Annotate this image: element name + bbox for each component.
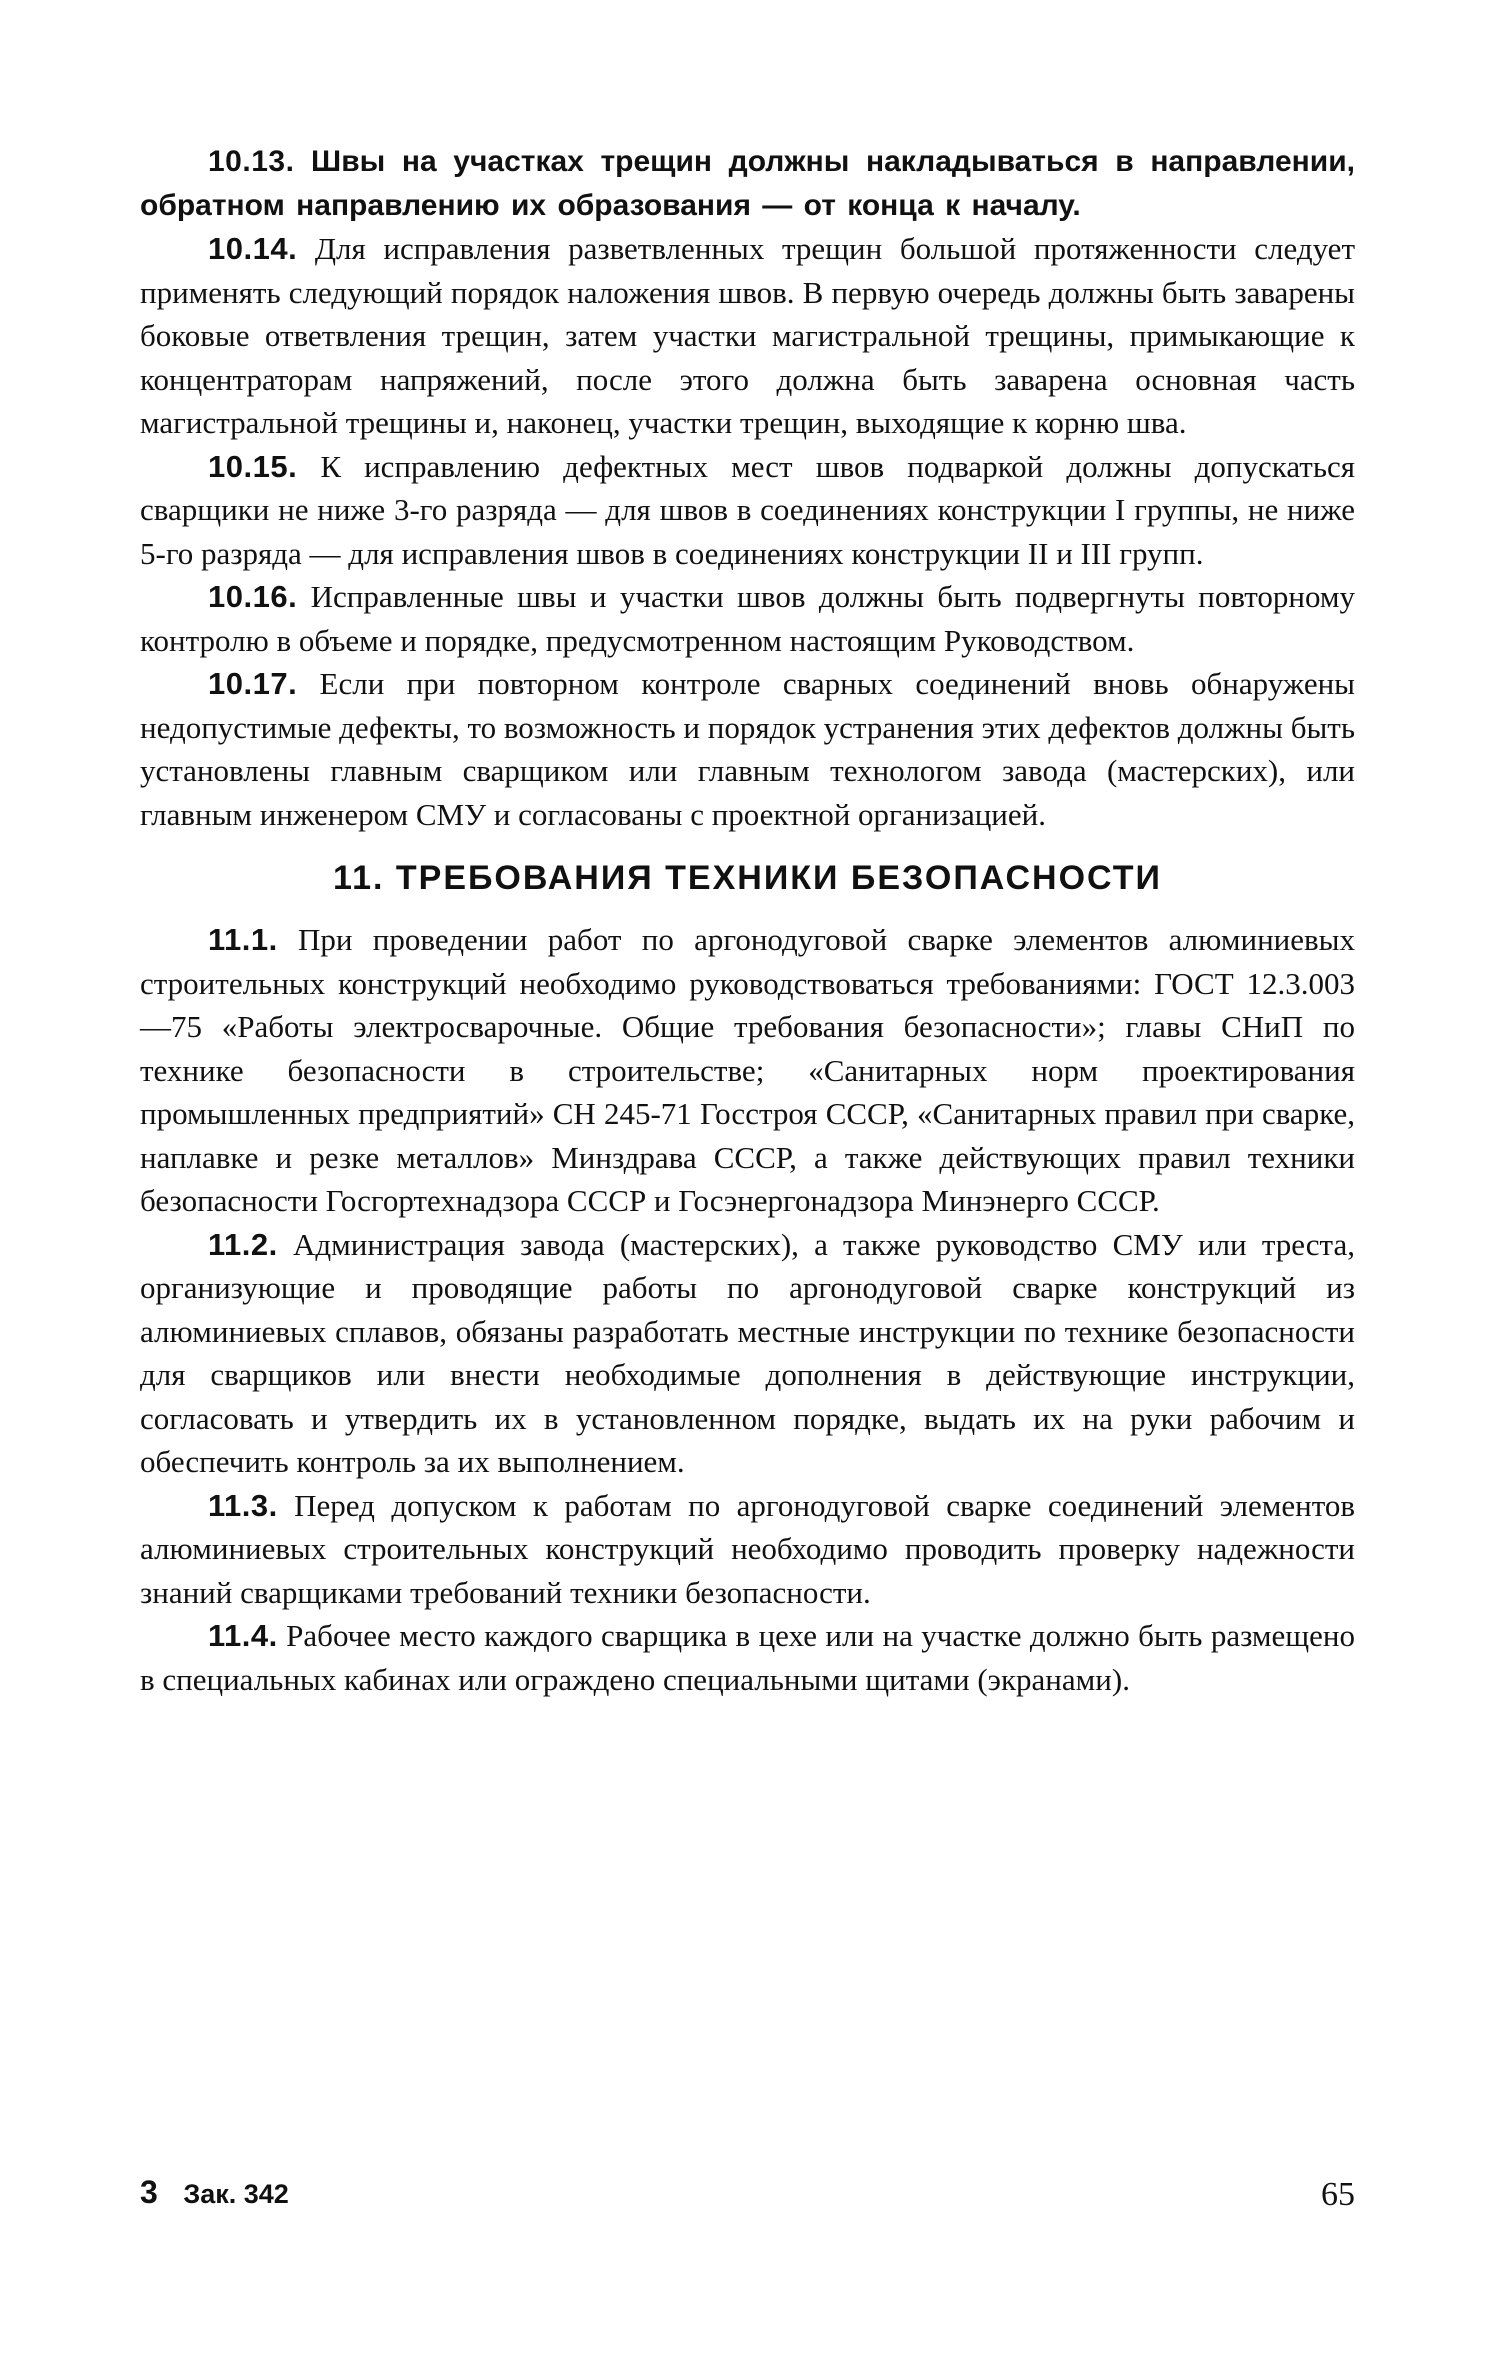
paragraph-text: Если при повторном контроле сварных соединений вновь обнаружены недопустимые дефекты, то возможность и порядок устранения этих дефектов должны быть установлены главным сварщиком или главным технологом завода (мастерских), или главным инженером СМУ и согласованы с проектной организацией. — [140, 666, 1355, 832]
paragraph-10-15 — [140, 445, 1355, 576]
paragraph-11-2 — [140, 1223, 1355, 1484]
paragraph-number: 10.15. — [208, 448, 298, 484]
paragraph-text: Рабочее место каждого сварщика в цехе или на участке должно быть размещено в специальных кабинах или ограждено специальными щитами (экранами). — [140, 1618, 1355, 1697]
section-heading: 11. ТРЕБОВАНИЯ ТЕХНИКИ БЕЗОПАСНОСТИ — [333, 859, 1162, 897]
paragraph-number: 10.14. — [208, 231, 298, 266]
paragraph-number: 10.17. — [208, 666, 298, 701]
paragraph-text: Для исправления разветвленных трещин большой протяженности следует применять следующий порядок наложения швов. В первую очередь должны быть заварены боковые ответвления трещин, затем участки магистральной трещины, примыкающие к концентраторам напряжений, после этого должна быть заварена основная часть магистральной трещины и, наконец, участки трещин, выходящие к корню шва. — [140, 231, 1355, 440]
paragraph-number: 11.1. — [208, 922, 278, 957]
signature-number: 3 — [140, 2174, 158, 2210]
paragraph-number: 11.3. — [208, 1487, 278, 1523]
paragraph-10-14 — [140, 227, 1355, 445]
paragraph-11-4 — [140, 1614, 1355, 1701]
paragraph-text: К исправлению дефектных мест швов подваркой должны допускаться сварщики не ниже 3-го разряда — для швов в соединениях конструкции I группы, не ниже 5-го разряда — для исправления швов в соединениях конструкции II и III групп. — [140, 448, 1356, 571]
paragraph-10-13 — [140, 140, 1355, 227]
page-number: 65 — [1321, 2176, 1355, 2213]
paragraph-11-3 — [140, 1484, 1355, 1615]
paragraph-text: Швы на участках трещин должны накладываться в направлении, обратном направлению их образования — от конца к началу. — [140, 145, 1355, 222]
paragraph-number: 10.13. — [208, 145, 295, 178]
page-body — [140, 140, 1355, 1701]
paragraph-text: При проведении работ по аргонодуговой сварке элементов алюминиевых строительных конструкций необходимо руководствоваться требованиями: ГОСТ 12.3.003—75 «Работы электросварочные. Общие требования безопасности»; главы СНиП по технике безопасности в строительстве; «Санитарных норм проектирования промышленных предприятий» СН 245-71 Госстроя СССР, «Санитарных правил при сварке, наплавке и резке металлов» Минздрава СССР, а также действующих правил техники безопасности Госгортехнадзора СССР и Госэнергонадзора Минэнерго СССР. — [140, 922, 1355, 1218]
paragraph-text: Исправленные швы и участки швов должны быть подвергнуты повторному контролю в объеме и порядке, предусмотренном настоящим Руководством. — [140, 579, 1355, 658]
page-footer — [140, 2168, 1355, 2216]
signature-mark — [140, 2174, 289, 2211]
paragraph-number: 11.2. — [208, 1226, 278, 1262]
paragraph-10-17 — [140, 662, 1355, 836]
paragraph-11-1 — [140, 918, 1355, 1223]
paragraph-text: Перед допуском к работам по аргонодуговой сварке соединений элементов алюминиевых строительных конструкций необходимо проводить проверку надежности знаний сварщиками требований техники безопасности. — [140, 1487, 1355, 1610]
paragraph-text: Администрация завода (мастерских), а также руководство СМУ или треста, организующие и проводящие работы по аргонодуговой сварке конструкций из алюминиевых сплавов, обязаны разработать местные инструкции по технике безопасности для сварщиков или внести необходимые дополнения в действующие инструкции, согласовать и утвердить их в установленном порядке, выдать их на руки рабочим и обеспечить контроль за их выполнением. — [140, 1226, 1355, 1479]
signature-text: Зак. 342 — [183, 2179, 289, 2209]
paragraph-number: 11.4. — [208, 1618, 278, 1653]
paragraph-10-16 — [140, 575, 1355, 662]
paragraph-number: 10.16. — [208, 579, 298, 614]
